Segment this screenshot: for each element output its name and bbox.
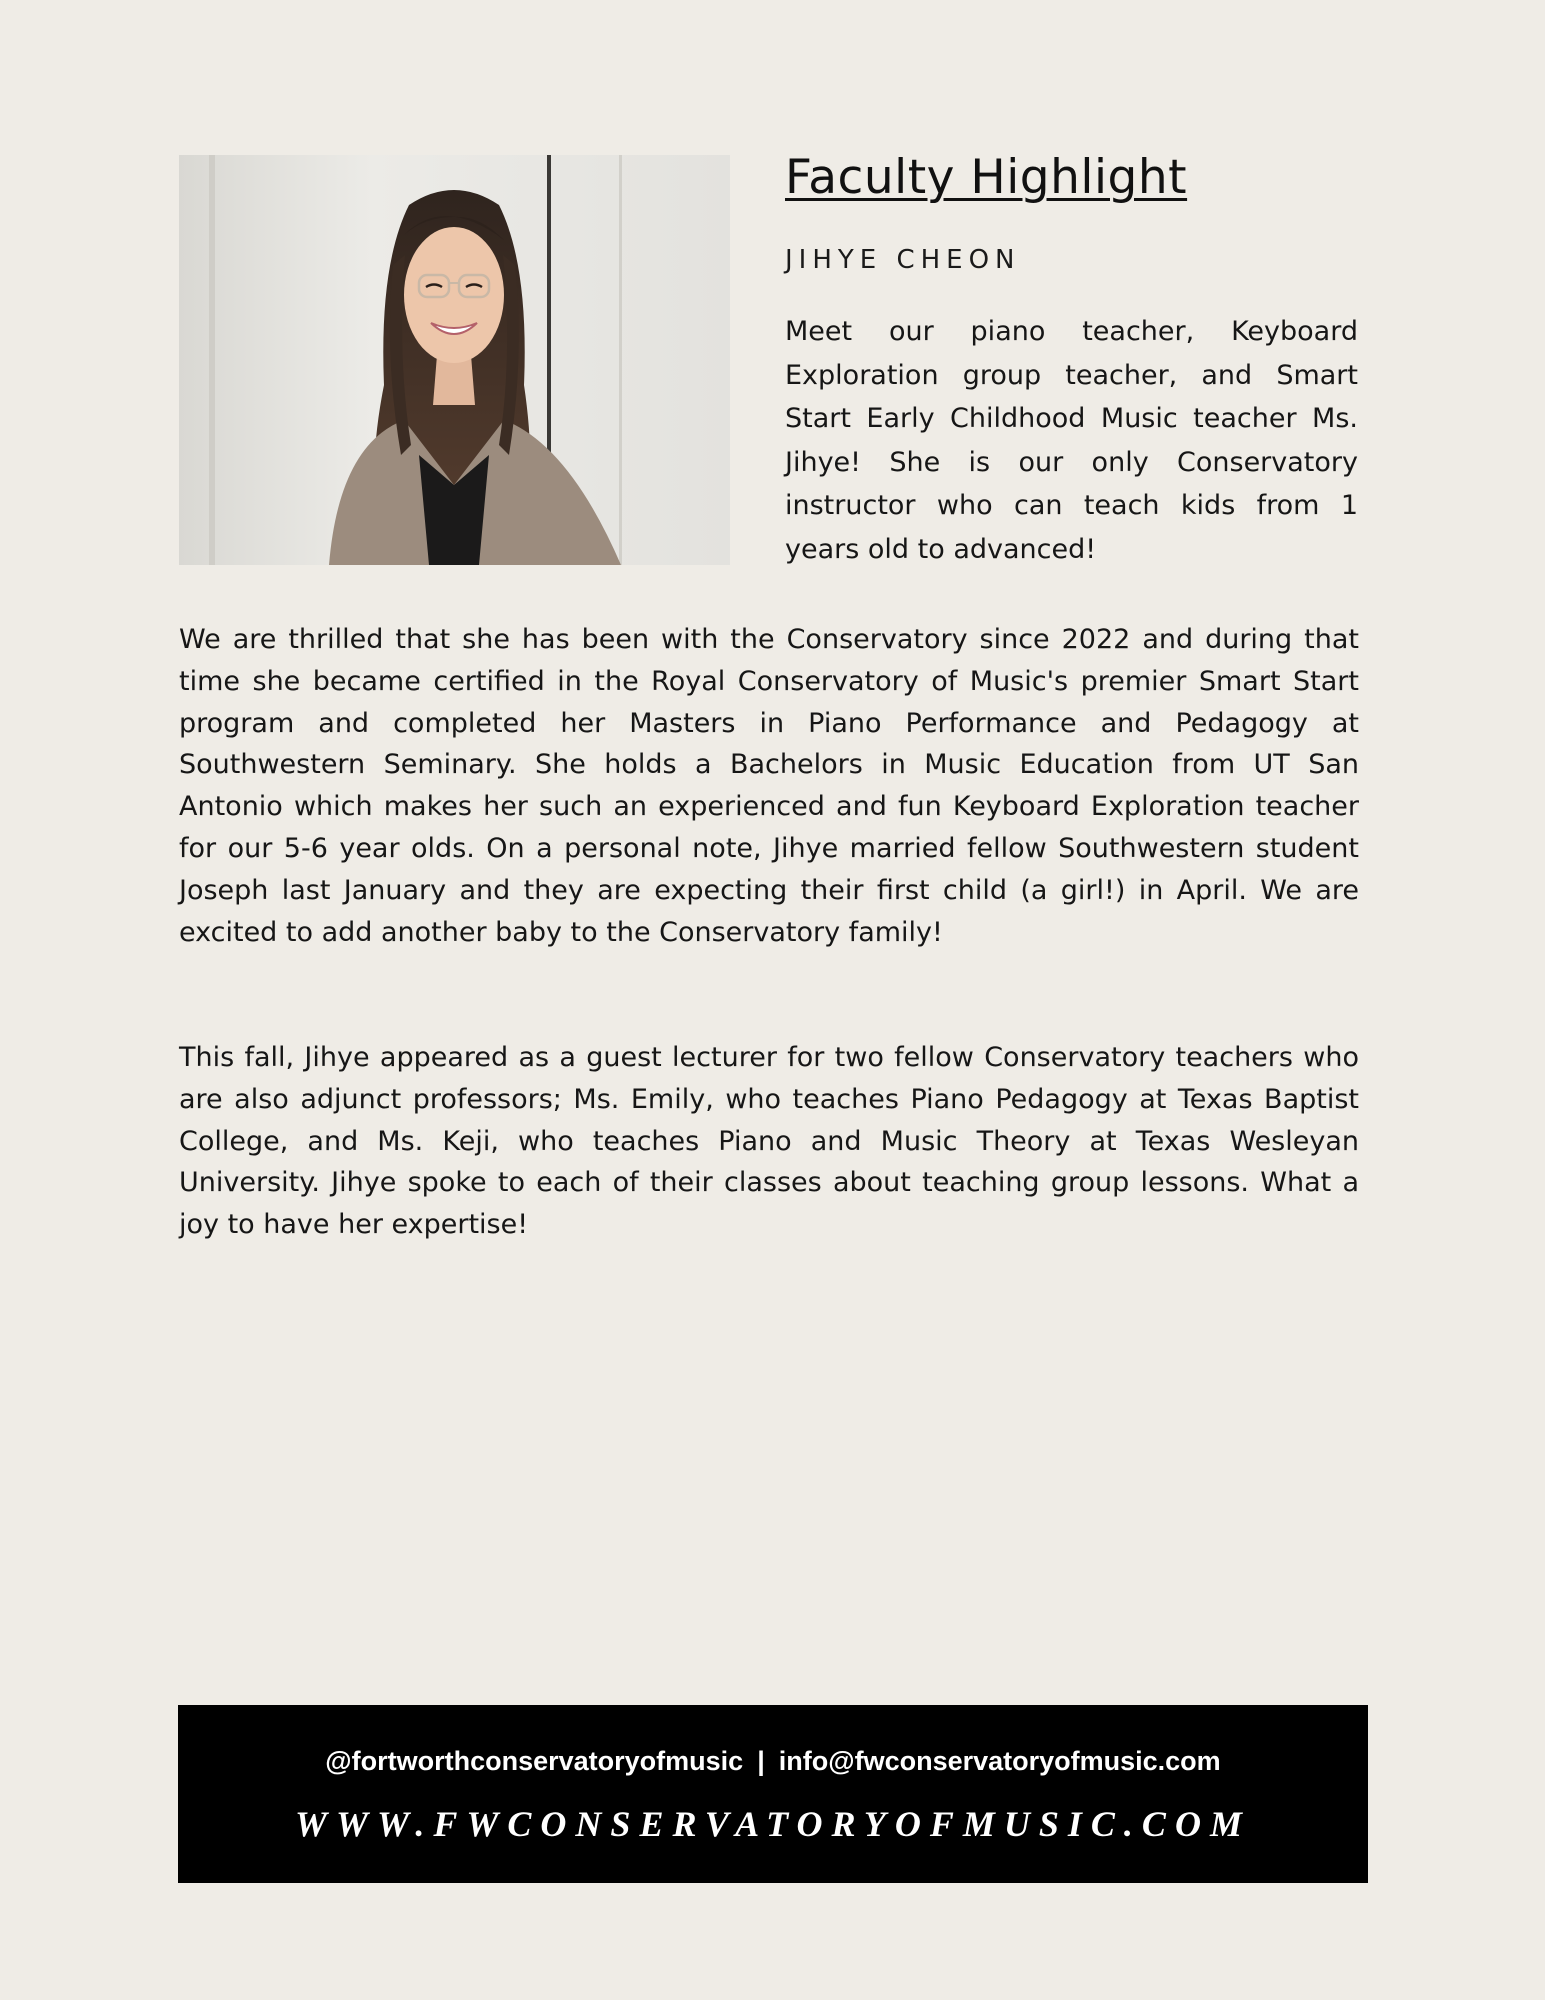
body-paragraph-1: We are thrilled that she has been with the Conservatory since 2022 and during that time she became certified in the Royal Conservatory of Music's premier Smart Start program and completed her Masters in Piano Performance and Pedagogy at Southwestern Seminary. She holds a Bachelors in Music Education from UT San Antonio which makes her such an experienced and fun Keyboard Exploration teacher for our 5-6 year olds. On a personal note, Jihye married fellow Southwestern student Joseph last January and they are expecting their first child (a girl!) in April. We are excited to add another baby to the Conservatory family! [179,624,1359,948]
page-title: Faculty Highlight [785,150,1188,205]
teacher-name: JIHYE CHEON [785,245,1021,275]
contact-line [178,1745,1368,1777]
footer-banner [178,1705,1368,1883]
portrait-image [179,155,730,565]
email-link[interactable]: info@fwconservatoryofmusic.com [778,1746,1221,1776]
faculty-photo [179,155,730,565]
intro-paragraph: Meet our piano teacher, Keyboard Exploration group teacher, and Smart Start Early Childhood Music teacher Ms. Jihye! She is our only Conservatory instructor who can teach kids from 1 years old to advanced! [785,316,1358,565]
website-link[interactable]: WWW.FWCONSERVATORYOFMUSIC.COM [295,1804,1251,1844]
social-handle[interactable]: @fortworthconservatoryofmusic [325,1746,744,1776]
contact-separator: | [757,1746,765,1776]
body-paragraph-2: This fall, Jihye appeared as a guest lecturer for two fellow Conservatory teachers who are also adjunct professors; Ms. Emily, who teaches Piano Pedagogy at Texas Baptist College, and Ms. Keji, who teaches Piano and Music Theory at Texas Wesleyan University. Jihye spoke to each of their classes about teaching group lessons. What a joy to have her expertise! [179,1042,1359,1241]
